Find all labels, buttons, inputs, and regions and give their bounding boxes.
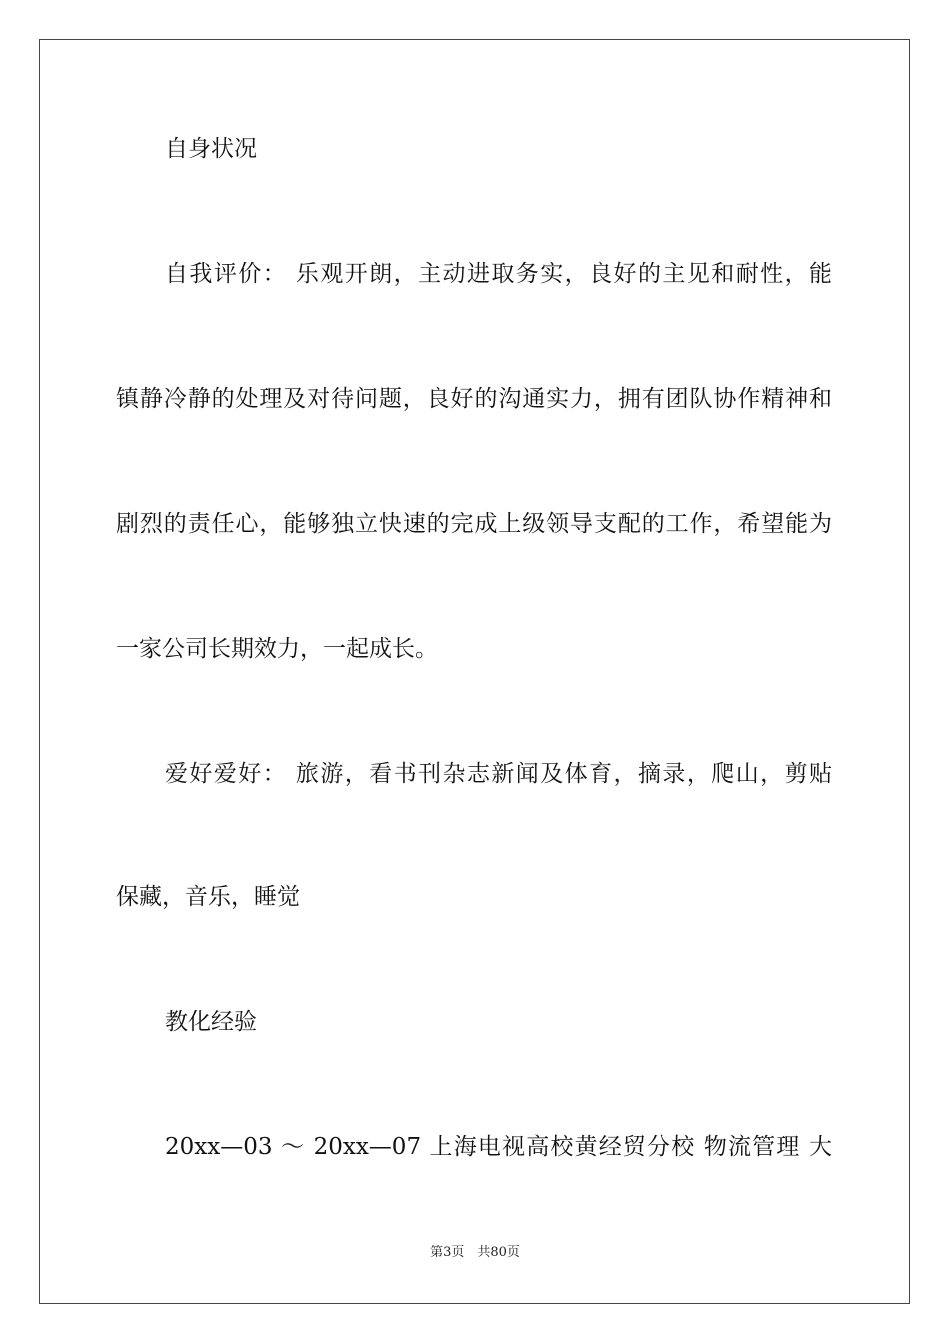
section-heading-education: 教化经验	[165, 1009, 257, 1035]
paragraph-line: 一家公司长期效力，一起成长。	[116, 636, 438, 662]
paragraph-line: 剧烈的责任心，能够独立快速的完成上级领导支配的工作，希望能为	[116, 511, 832, 537]
paragraph-line: 20xx—03 ～ 20xx—07 上海电视高校黄经贸分校 物流管理 大	[165, 1134, 832, 1160]
section-heading-self-status: 自身状况	[165, 136, 257, 162]
page-number: 第3页 共80页	[430, 1245, 520, 1260]
paragraph-line: 保藏，音乐，睡觉	[116, 884, 300, 910]
paragraph-line: 镇静冷静的处理及对待问题，良好的沟通实力，拥有团队协作精神和	[116, 386, 832, 412]
page-border	[39, 39, 910, 1304]
paragraph-line: 自我评价： 乐观开朗，主动进取务实，良好的主见和耐性，能	[165, 261, 832, 287]
paragraph-line: 爱好爱好： 旅游，看书刊杂志新闻及体育，摘录，爬山，剪贴	[165, 761, 832, 787]
